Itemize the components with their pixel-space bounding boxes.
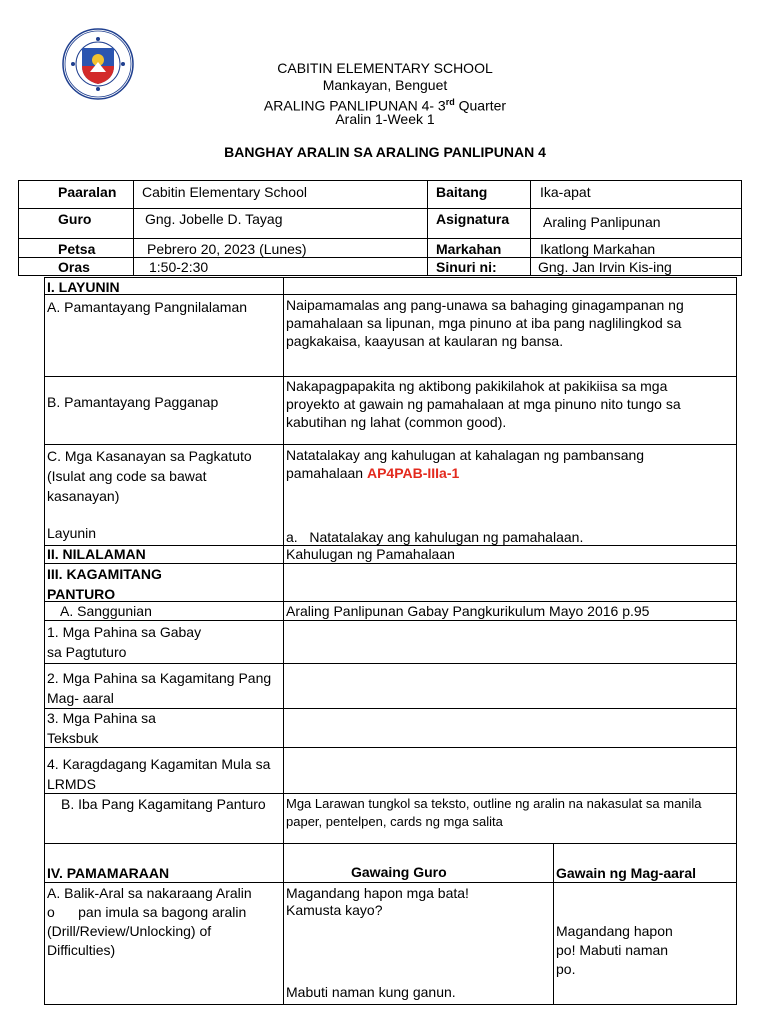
page-title: BANGHAY ARALIN SA ARALING PANLIPUNAN 4 xyxy=(224,144,546,160)
value-guro: Gng. Jobelle D. Tayag xyxy=(145,211,283,227)
value-petsa: Pebrero 20, 2023 (Lunes) xyxy=(147,241,307,257)
label-layunin: Layunin xyxy=(47,525,97,541)
header-gawain-magaaral: Gawain ng Mag-aaral xyxy=(556,865,697,881)
label-iba-pang-kagamitan: B. Iba Pang Kagamitang Panturo xyxy=(61,796,266,812)
deped-seal xyxy=(62,28,134,100)
label-kasanayan: C. Mga Kasanayan sa Pagkatuto (Isulat ang code sa bawat kasanayan) xyxy=(47,448,252,504)
label-petsa: Petsa xyxy=(58,241,96,257)
guro-line-2: Kamusta kayo? xyxy=(286,902,383,918)
label-baitang: Baitang xyxy=(436,184,488,200)
text-iba-pang-kagamitan: Mga Larawan tungkol sa teksto, outline ng aralin na nakasulat sa manila paper, pentelpen, cards ng mga salita xyxy=(286,796,702,829)
text-kasanayan: Natatalakay ang kahulugan at kahalagan ng pambansang pamahalaan AP4PAB-IIIa-1 xyxy=(286,447,645,481)
label-paaralan: Paaralan xyxy=(58,184,117,200)
magaaral-response: Magandang hapon po! Mabuti naman po. xyxy=(556,923,673,977)
subject-quarter: ARALING PANLIPUNAN 4- 3rd Quarter xyxy=(263,97,507,114)
competency-code: AP4PAB-IIIa-1 xyxy=(366,465,460,481)
section-kagamitan: III. KAGAMITANG PANTURO xyxy=(47,566,162,602)
label-oras: Oras xyxy=(58,259,90,275)
section-pamamaraan: IV. PAMAMARAAN xyxy=(47,865,170,881)
school-name: CABITIN ELEMENTARY SCHOOL xyxy=(277,60,493,76)
guro-line-1: Magandang hapon mga bata! xyxy=(286,885,469,901)
text-pamantayang-pangnilalaman: Naipamamalas ang pang-unawa sa bahaging ginagampanan ng pamahalaan sa lipunan, mga pinuno at iba pang naglilingkod sa pagkakaisa, kaayusan at kaularan ng bansa. xyxy=(286,297,684,349)
label-sanggunian: A. Sanggunian xyxy=(60,603,152,619)
label-asignatura: Asignatura xyxy=(436,211,510,227)
label-kagamitang-magaaral: 2. Mga Pahina sa Kagamitang Pang Mag- aaral xyxy=(47,670,272,706)
section-nilalaman: II. NILALAMAN xyxy=(47,546,146,562)
guro-line-3: Mabuti naman kung ganun. xyxy=(286,984,456,1000)
label-lrmds: 4. Karagdagang Kagamitan Mula sa LRMDS xyxy=(47,756,271,792)
objective-a: a. Natatalakay ang kahulugan ng pamahalaan. xyxy=(286,529,584,545)
value-baitang: Ika-apat xyxy=(540,184,591,200)
label-gabay-pagtuturo: 1. Mga Pahina sa Gabay sa Pagtuturo xyxy=(47,624,202,660)
label-markahan: Markahan xyxy=(436,241,502,257)
label-pamantayang-pangnilalaman: A. Pamantayang Pangnilalaman xyxy=(47,299,248,315)
lesson-week: Aralin 1-Week 1 xyxy=(335,111,435,127)
value-markahan: Ikatlong Markahan xyxy=(540,241,656,257)
school-location: Mankayan, Benguet xyxy=(322,77,448,93)
header-gawaing-guro: Gawaing Guro xyxy=(351,864,447,880)
section-layunin: I. LAYUNIN xyxy=(47,279,120,295)
value-oras: 1:50-2:30 xyxy=(149,259,209,275)
value-paaralan: Cabitin Elementary School xyxy=(142,184,307,200)
text-pamantayang-pagganap: Nakapagpapakita ng aktibong pakikilahok at pakikiisa sa mga proyekto at gawain ng pamahalaan at mga pinuno nito tungo sa kabutihan ng lahat (common good). xyxy=(286,378,681,430)
label-balik-aral: A. Balik-Aral sa nakaraang Aralin o pan imula sa bagong aralin (Drill/Review/Unlocking) of Difficulties) xyxy=(47,885,252,958)
label-sinuri: Sinuri ni: xyxy=(436,259,497,275)
value-sinuri: Gng. Jan Irvin Kis-ing xyxy=(538,259,672,275)
text-sanggunian: Araling Panlipunan Gabay Pangkurikulum Mayo 2016 p.95 xyxy=(286,603,650,619)
label-guro: Guro xyxy=(58,211,92,227)
value-asignatura: Araling Panlipunan xyxy=(543,214,661,230)
label-pamantayang-pagganap: B. Pamantayang Pagganap xyxy=(47,394,219,410)
text-nilalaman: Kahulugan ng Pamahalaan xyxy=(286,546,455,562)
label-teksbuk: 3. Mga Pahina sa Teksbuk xyxy=(47,710,156,746)
